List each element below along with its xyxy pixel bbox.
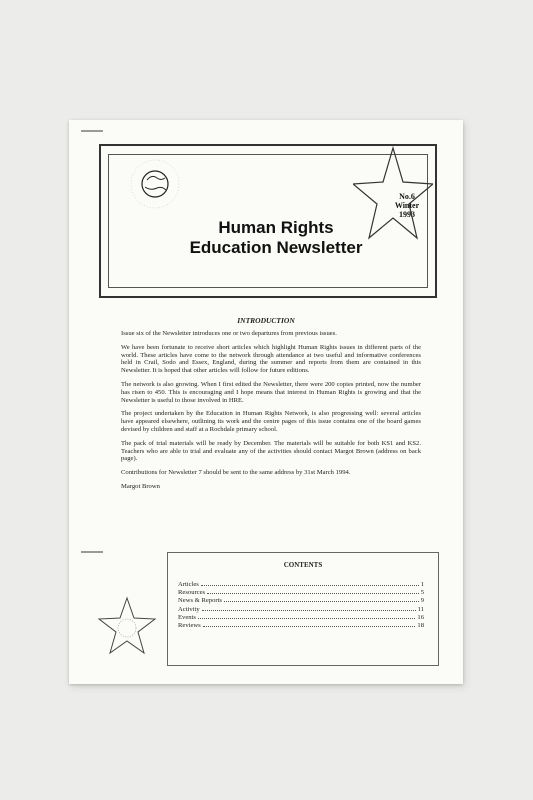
toc-leader xyxy=(201,585,419,586)
toc-page: 11 xyxy=(417,605,424,613)
toc-label: Articles xyxy=(178,581,199,588)
toc-entry[interactable] xyxy=(178,597,424,605)
title-line-2: Education Newsletter xyxy=(189,238,363,257)
toc-label: Activity xyxy=(178,605,200,613)
toc-label: Resources xyxy=(178,589,206,597)
issue-badge xyxy=(387,192,427,219)
intro-paragraph: Contributions for Newsletter 7 should be sent to the same address by 31st March 1994. xyxy=(121,469,351,477)
toc-leader xyxy=(202,610,416,611)
issue-season: Winter xyxy=(394,201,420,210)
issue-year: 1993 xyxy=(399,210,415,219)
toc-page: 5 xyxy=(420,589,424,597)
staple-mark xyxy=(81,551,103,553)
toc-page: 18 xyxy=(417,622,424,630)
intro-paragraph: Issue six of the Newsletter introduces one or two departures from previous issues. xyxy=(121,330,337,337)
toc-page: 9 xyxy=(420,597,424,605)
toc-leader xyxy=(224,601,419,602)
intro-paragraph: We have been fortunate to receive short articles which highlight Human Rights issues in different parts of the world. These articles have come to the network through attendance at two useful and informative conferences held in Crail, Sodo and Essex, England, during the summer and reports from them are contained in this Newsletter. It is hoped that other articles will follow for future editions. xyxy=(121,343,421,375)
intro-paragraph: The network is also growing. When I first edited the Newsletter, there were 200 copies printed, now the number has risen to 450. This is encouraging and I hope means that interest in Human Rights is growing and that the Newsletter is useful to those involved in HRE. xyxy=(121,380,421,404)
toc-label: Events xyxy=(178,613,196,621)
introduction-heading: INTRODUCTION xyxy=(237,316,295,325)
intro-paragraph: The project undertaken by the Education in Human Rights Network, is also progressing well: several articles have appeared elsewhere, outlining its work and the centre pages of this issue contains one of the board games devised by children and staff at a Rochdale primary school. xyxy=(121,410,421,433)
introduction-body xyxy=(121,330,421,497)
editor-signature: Margot Brown xyxy=(121,482,160,490)
toc-entry[interactable] xyxy=(178,589,424,597)
toc-label: News & Reports xyxy=(178,597,222,605)
masthead-frame xyxy=(99,144,437,298)
toc-entry[interactable] xyxy=(178,614,424,622)
star-outline-icon xyxy=(97,596,157,656)
issue-number: No.6 xyxy=(399,192,415,201)
title-line-1: Human Rights xyxy=(218,218,334,237)
toc-leader xyxy=(207,593,419,594)
contents-heading: CONTENTS xyxy=(283,561,323,569)
toc-leader xyxy=(198,618,415,619)
toc-label: Reviews xyxy=(178,622,201,630)
toc-entry[interactable] xyxy=(178,606,424,614)
newsletter-page xyxy=(69,120,463,684)
globe-logo-icon xyxy=(125,154,185,214)
newsletter-title xyxy=(171,218,381,258)
toc-entry[interactable] xyxy=(178,581,424,589)
staple-mark xyxy=(81,130,103,132)
contents-box xyxy=(167,552,439,666)
toc-leader xyxy=(203,626,416,627)
toc-page: 16 xyxy=(417,613,424,621)
table-of-contents xyxy=(178,581,424,630)
intro-paragraph: The pack of trial materials will be ready by December. The materials will be suitable for both KS1 and KS2. Teachers who are able to trial and evaluate any of the activities should contact Margot Brown (address on back page). xyxy=(121,439,421,463)
toc-entry[interactable] xyxy=(178,622,424,630)
toc-page: 1 xyxy=(420,581,424,588)
